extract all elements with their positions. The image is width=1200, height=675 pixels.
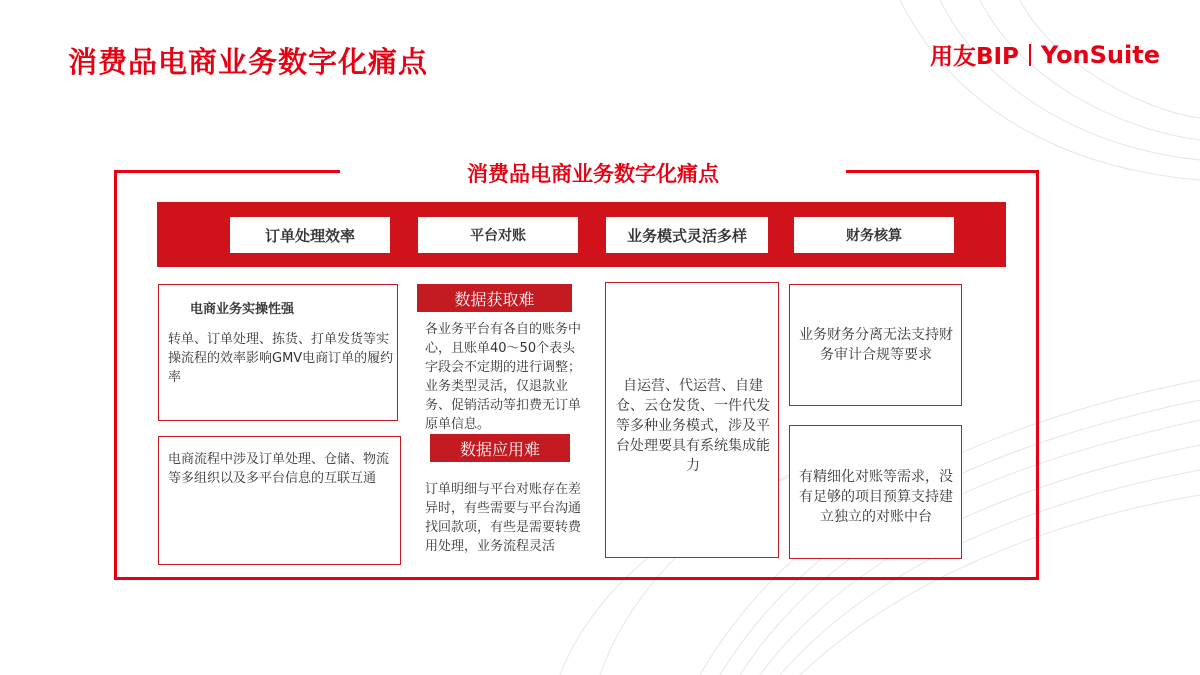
order-efficiency-text-2: 电商流程中涉及订单处理、仓储、物流等多组织以及多平台信息的互联互通 — [168, 452, 390, 486]
order-efficiency-text-1: 转单、订单处理、拣货、打单发货等实操流程的效率影响GMV电商订单的履约率 — [168, 332, 394, 385]
frame-left-line — [114, 170, 117, 580]
category-business-modes: 业务模式灵活多样 — [606, 217, 768, 253]
category-reconciliation: 平台对账 — [418, 217, 578, 253]
frame-title: 消费品电商业务数字化痛点 — [467, 162, 719, 186]
data-application-text: 订单明细与平台对账存在差异时，有些需要与平台沟通找回款项，有些是需要转费用处理，业务流程灵活 — [425, 482, 582, 554]
data-acquisition-badge: 数据获取难 — [417, 284, 572, 312]
frame-top-left-line — [114, 170, 340, 173]
order-efficiency-heading: 电商业务实操性强 — [190, 302, 295, 317]
category-order-efficiency: 订单处理效率 — [230, 217, 390, 253]
frame-top-right-line — [846, 170, 1039, 173]
finance-text-1: 业务财务分离无法支持财务审计合规等要求 — [799, 327, 953, 363]
category-finance: 财务核算 — [794, 217, 954, 253]
page-title: 消费品电商业务数字化痛点 — [68, 45, 429, 79]
logo-brand-text: 用友BIP — [929, 44, 1019, 70]
brand-logo — [930, 38, 1160, 71]
frame-right-line — [1036, 170, 1039, 580]
logo-product-text: YonSuite — [1040, 40, 1160, 69]
business-modes-text: 自运营、代运营、自建仓、云仓发货、一件代发等多种业务模式，涉及平台处理要具有系统集成能力 — [616, 378, 770, 474]
data-application-badge: 数据应用难 — [430, 434, 570, 462]
frame-bottom-line — [114, 577, 1039, 580]
finance-text-2: 有精细化对账等需求，没有足够的项目预算支持建立独立的对账中台 — [799, 469, 953, 525]
data-acquisition-text: 各业务平台有各自的账务中心，且账单40～50个表头字段会不定期的进行调整；业务类型灵活，仅退款业务、促销活动等扣费无订单原单信息。 — [425, 322, 582, 432]
logo-divider — [1029, 44, 1031, 66]
